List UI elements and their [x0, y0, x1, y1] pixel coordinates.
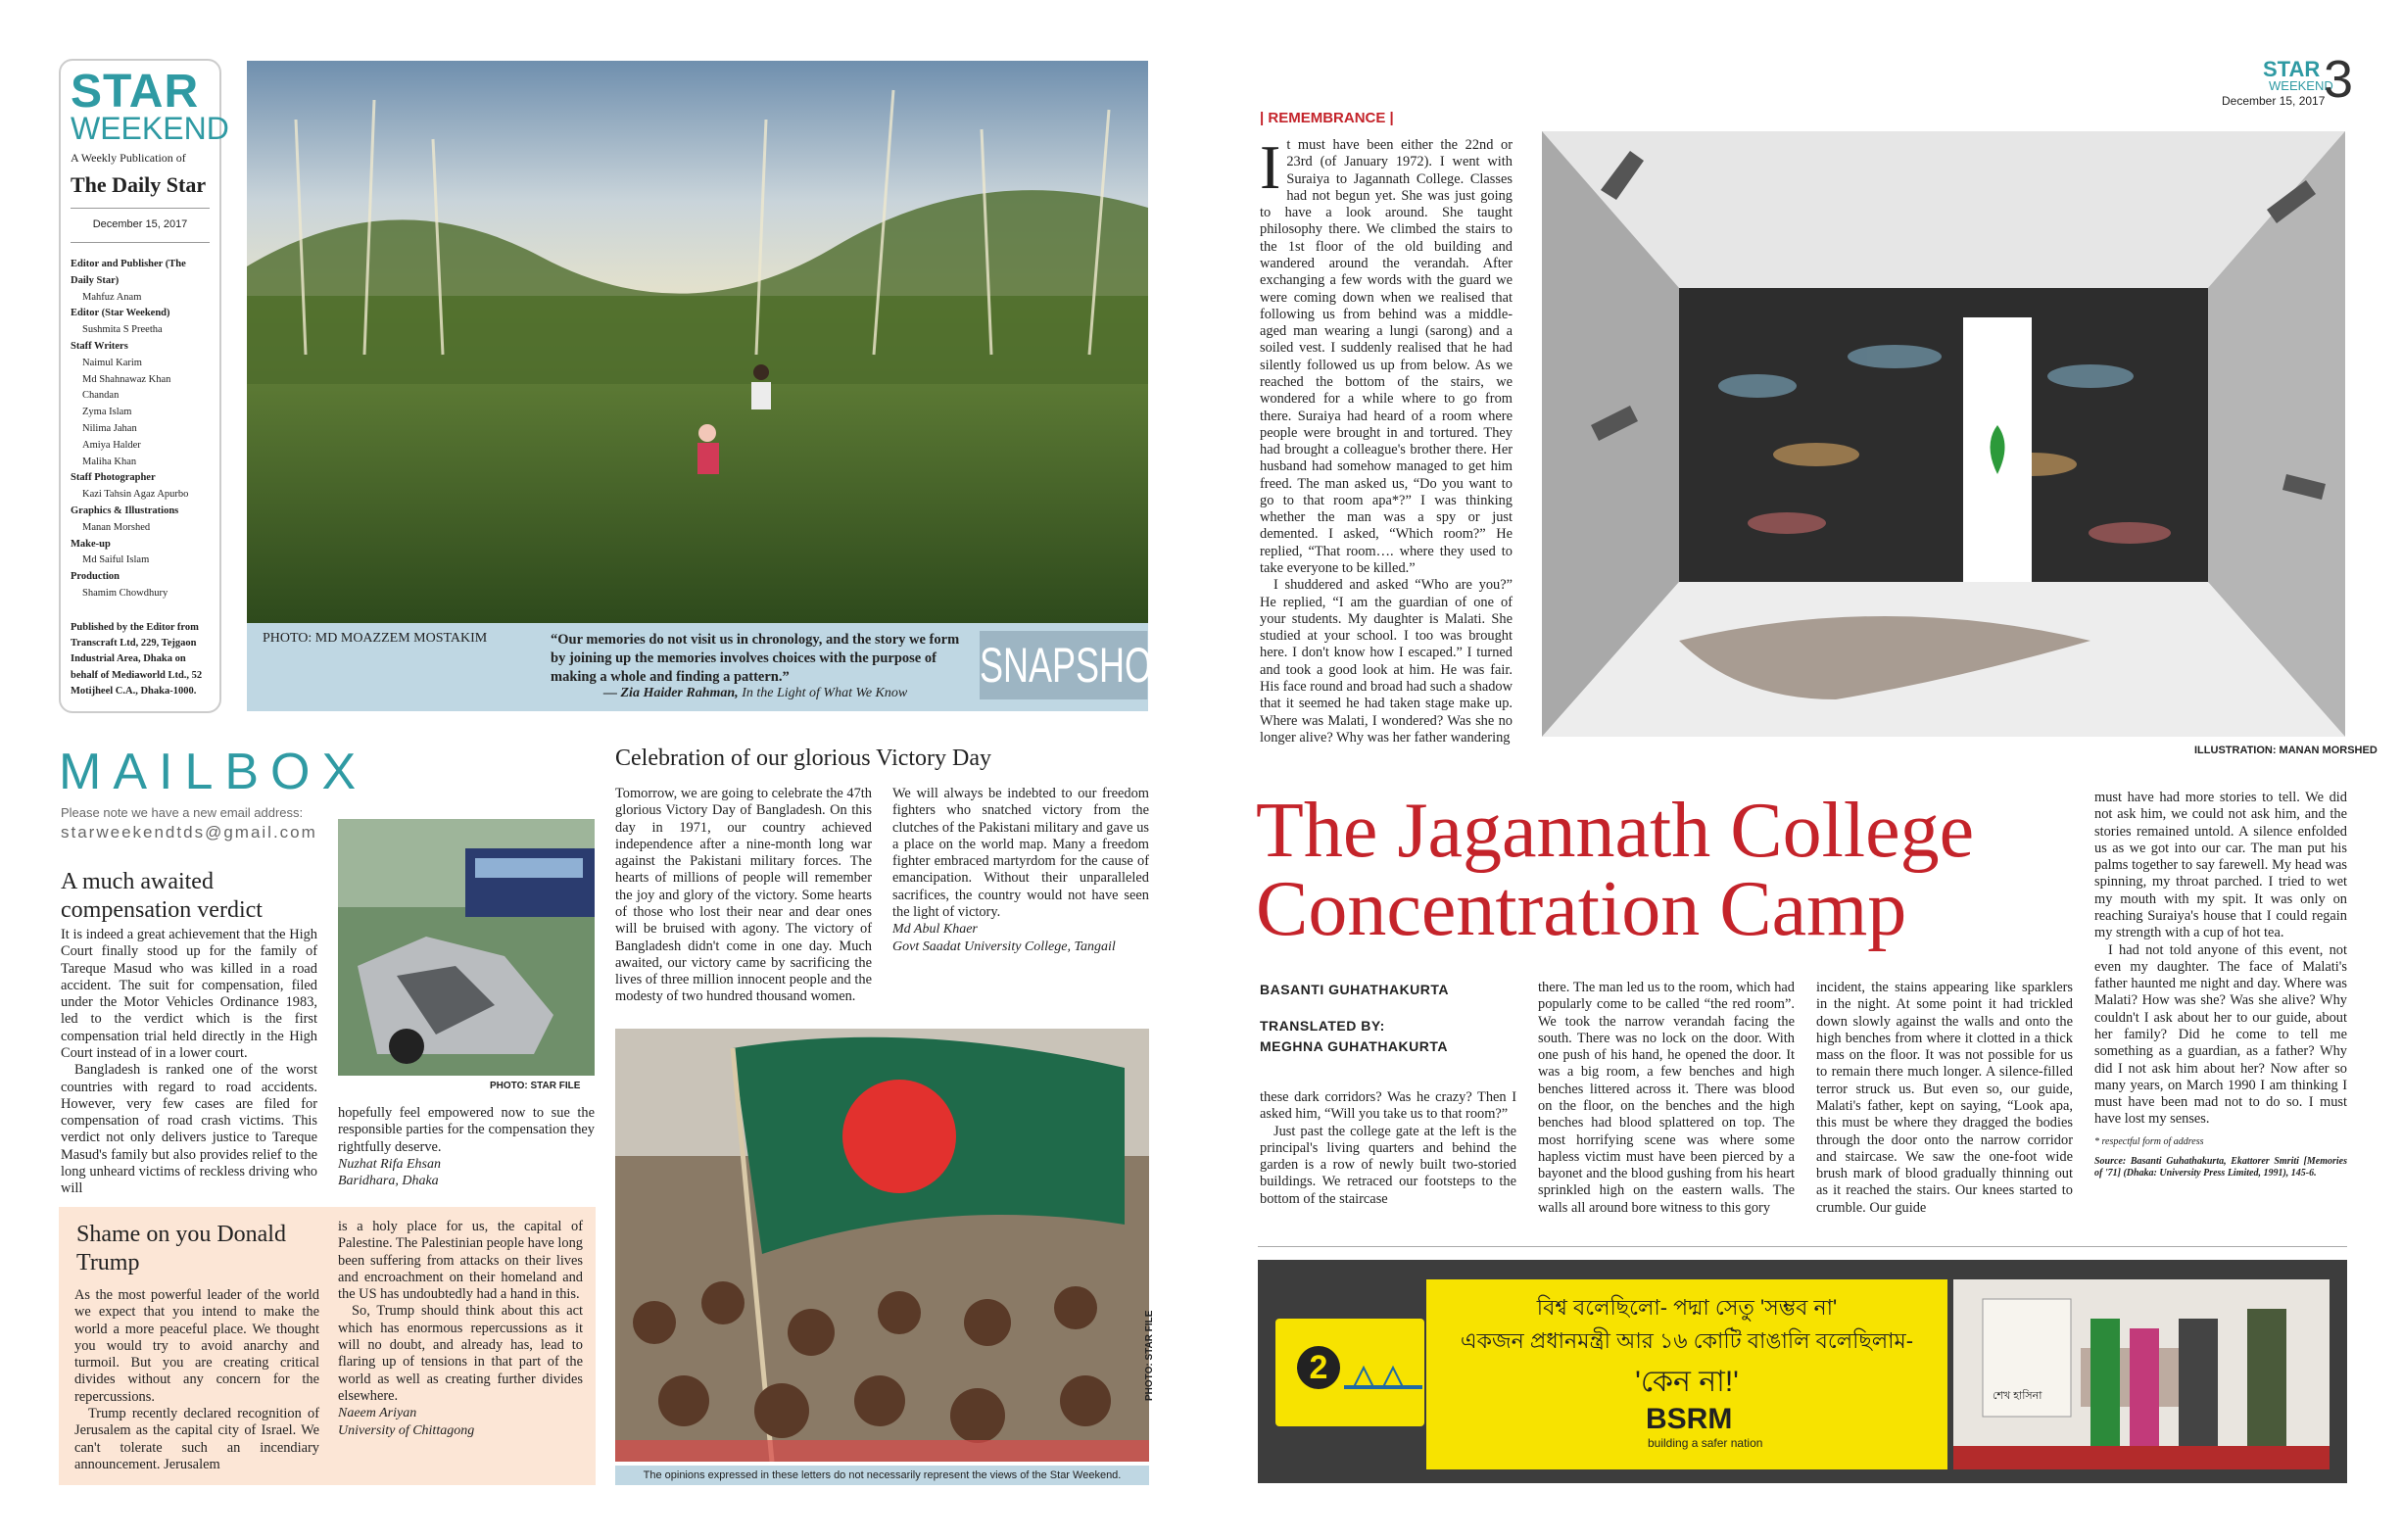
letter3-signature-place: Govt Saadat University College, Tangail — [892, 938, 1116, 954]
article-title: The Jagannath College Concentration Camp — [1256, 788, 1975, 952]
masthead-footer: Published by the Editor from Transcraft Ltd, 229, Tejgaon Industrial Area, Dhaka on behalf of Mediaworld Ltd., 52 Motijheel C.A., Dhaka-1000. — [71, 621, 203, 697]
staff-name: Md Saiful Islam — [82, 554, 150, 566]
bridge-icon — [1344, 1358, 1422, 1397]
staff-name: Kazi Tahsin Agaz Apurbo — [82, 489, 189, 501]
staff-name: Amiya Halder — [82, 439, 141, 451]
author: BASANTI GUHATHAKURTA — [1260, 982, 1450, 997]
letter1-column2 — [338, 1105, 595, 1190]
victory-photo — [615, 1029, 1149, 1462]
staff-name: Md Shahnawaz Khan Chandan — [82, 373, 171, 402]
staff-list — [71, 257, 210, 602]
ad-badge: 2 — [1297, 1346, 1340, 1389]
letter2-signature-name: Naeem Ariyan — [338, 1406, 417, 1421]
right-brand-sub: WEEKEND — [2269, 78, 2333, 93]
letter1-para1: It is indeed a great achievement that the High Court finally stood up for the family of Tareque Masud who was killed in a road accident. The suit for compensation, filed under the Motor Vehicles Ordinance 1983, led to the verdict which is the first compensation trial held directly in the High Court instead of in a lower court. — [61, 927, 317, 1061]
snapshot-attribution — [603, 686, 907, 701]
ad-line3: 'কেন না!' — [1635, 1366, 1739, 1398]
letter3-signature-name: Md Abul Khaer — [892, 922, 978, 938]
ad-plaque-text: শেখ হাসিনা — [1993, 1390, 2042, 1402]
letter1-para2: Bangladesh is ranked one of the worst countries with regard to road accidents. However, very few cases are filed for compensation of road crash victims. This verdict not only delivers justice to Tareque Masud's family but also provides relief to the long unheard victims of reckless driving who will — [61, 1062, 317, 1197]
footnote: * respectful form of address — [2094, 1135, 2204, 1147]
byline — [1260, 980, 1449, 1057]
letter2-para2: Trump recently declared recognition of Jerusalem as the capital city of Israel. We can't tolerate such an incendiary announcement. Jerusalem — [74, 1405, 319, 1472]
staff-name: Naimul Karim — [82, 357, 142, 368]
disclaimer-bar: The opinions expressed in these letters do not necessarily represent the views of the Star Weekend. — [615, 1466, 1149, 1485]
article-c4-para2: I had not told anyone of this event, not even my daughter. The face of Malati's father haunted me night and day. Where was Malati? How was she? Was she alive? Why couldn't I ask about her to our guide, about her family? Did he come to tell me something as a guardian, as a father? Why did I not ask him about her? Now after so many years, on March 1990 I am thinking I must have been mad not to do so. I must have lost my senses. — [2094, 941, 2347, 1128]
divider — [1258, 1246, 2347, 1247]
article-dropcap: I — [1260, 132, 1281, 202]
letter1-heading: A much awaited compensation verdict — [61, 869, 263, 923]
translator: MEGHNA GUHATHAKURTA — [1260, 1038, 1448, 1054]
article-c1-para2: Just past the college gate at the left is the principal's living quarters and behind the garden is a row of newly built two-storied buildings. We retraced our footsteps to the bottom of the staircase — [1260, 1123, 1516, 1207]
snapshot-label: SNAPSHOT — [980, 631, 1147, 699]
letter3-column1: Tomorrow, we are going to celebrate the 47th glorious Victory Day of Bangladesh. On this day in 1971, our country achieved independence after a nine-month long war against the Pakistani military forces. The hearts of millions of people will remember the joy and glory of the victory. Some hearts of those who lost their near and dear ones will be bruised with agony. The victory of Bangladesh didn't come in one day. Much awaited, our victory came by sacrificing the lives of three million innocent people and the modesty of two hundred thousand women. — [615, 786, 872, 1005]
staff-role-label: Make-up — [71, 538, 111, 550]
mailbox-email[interactable]: starweekendtds@gmail.com — [61, 823, 317, 842]
staff-name: Sushmita S Preetha — [82, 324, 163, 336]
concentration-camp-illustration — [1542, 131, 2345, 737]
letter2-para4: So, Trump should think about this act which has enormous repercussions as it will no doubt, and already has, lead to flaring up of tensions in that part of the world as well as creating further divides elsewhere. — [338, 1303, 583, 1404]
staff-role-label: Editor (Star Weekend) — [71, 308, 170, 319]
illustration-credit: ILLUSTRATION: MANAN MORSHED — [2194, 745, 2378, 756]
snapshot-credit: PHOTO: MD MOAZZEM MOSTAKIM — [263, 631, 488, 646]
mailbox-title: MAILBOX — [59, 744, 368, 800]
article-column4 — [2094, 790, 2347, 1180]
article-column1 — [1260, 1089, 1516, 1208]
crash-photo — [338, 819, 595, 1076]
staff-role-label: Editor and Publisher (The Daily Star) — [71, 258, 186, 286]
ad-badge-panel — [1275, 1319, 1424, 1426]
staff-name: Nilima Jahan — [82, 422, 137, 434]
staff-role-label: Production — [71, 571, 120, 583]
letter3-para2: We will always be indebted to our freedom fighters who snatched victory from the clutches of the Pakistani military and gave us a place on the world map. Many a freedom fighter embraced martyrdom for the cause of emancipation. Without their unparalleled sacrifices, the country would not have seen the light of victory. — [892, 786, 1149, 920]
snapshot-photo — [247, 61, 1148, 623]
article-intro-para1: t must have been either the 22nd or 23rd (of January 1972). I went with Suraiya to Jagannath College. Classes had not begun yet. She was just going to have a look around. She taught philosophy there. We climbed the stairs to the 1st floor of the old building and wandered around the verandah. After exchanging a few words with the guard we were coming down when we realised that following us from behind was a middle-aged man wearing a lungi (sarong) and a soiled vest. I suddenly realised that he had silently followed us up from below. As we reached the bottom of the stairs, we wondered for a while where to go from there. Suraiya had heard of a room where people were brought in and tortured. They had brought a colleague's brother there. Her husband had somehow managed to get him freed. The man asked us, “Do you want to go to that room apa*?” I was thinking whether the man was a spy or just demented. I asked, “Which room?” He replied, “That room…. where they used to take everyone to be killed.” — [1260, 137, 1513, 577]
staff-name: Manan Morshed — [82, 521, 151, 533]
letter2-para3: is a holy place for us, the capital of Palestine. The Palestinian people have long been suffering from attacks on their lives and encroachment on their homeland and the US has undoubtedly had a hand in this. — [338, 1219, 583, 1303]
bsrm-logo: BSRM — [1646, 1403, 1733, 1435]
staff-name: Shamim Chowdhury — [82, 587, 168, 599]
letter2-para1: As the most powerful leader of the world we expect that you intend to make the world a more peaceful place. We thought you would try to avoid anarchy and turmoil. But you are creating critical divides without any concern for the repercussions. — [74, 1287, 319, 1405]
masthead-brand-sub: WEEKEND — [71, 111, 229, 146]
ad-line2: একজন প্রধানমন্ত্রী আর ১৬ কোটি বাঙালি বলেছিলাম- — [1460, 1328, 1914, 1353]
masthead-tagline: A Weekly Publication of — [71, 151, 186, 165]
staff-name: Mahfuz Anam — [82, 291, 142, 303]
staff-name: Maliha Khan — [82, 456, 137, 467]
section-label: | REMEMBRANCE | — [1260, 110, 1394, 126]
source-note: Source: Basanti Guhathakurta, Ekattorer Smriti [Memories of '71] (Dhaka: University Press Limited, 1991), 145-6. — [2094, 1155, 2347, 1179]
article-c4-para1: must have had more stories to tell. We did not ask him, we could not ask him, and the stories remained untold. A silence enfolded us as we got into our car. The man put his palms together to say farewell. My head was spinning, my throat parched. I tried to wet my mouth with my spit. It was only on reaching Suraiya's house that I could regain my strength with a cup of hot tea. — [2094, 790, 2347, 941]
letter2-signature-place: University of Chittagong — [338, 1422, 475, 1438]
bsrm-tagline: building a safer nation — [1648, 1436, 1763, 1450]
right-brand: STAR — [2263, 57, 2321, 81]
letter1-signature-place: Baridhara, Dhaka — [338, 1174, 439, 1189]
victory-photo-credit: PHOTO: STAR FILE — [1144, 1310, 1155, 1401]
mailbox-note: Please note we have a new email address: — [61, 805, 304, 820]
daily-star-logo: The Daily Star — [71, 168, 210, 209]
article-intro — [1260, 132, 1513, 746]
letter2-heading: Shame on you Donald Trump — [76, 1222, 286, 1275]
ad-photo — [1953, 1279, 2330, 1469]
letter2-column1 — [74, 1287, 319, 1473]
staff-role-label: Staff Photographer — [71, 472, 156, 484]
letter2-column2 — [338, 1219, 583, 1439]
article-column2: there. The man led us to the room, which had popularly come to be called “the red room”. We took the narrow verandah facing the south. There was no lock on the door. With one push of his hand, he opened the door. It was a big room, a few benches and high benches littered across it. There was blood on the floor, on the benches and the high benches had blood splattered on top. The most horrifying scene was where some hapless victim must have been pierced by a bayonet and the blood gushing from his heart sprinkled high on the eastern walls. The walls all around bore witness to this gory — [1538, 980, 1795, 1216]
translated-label: TRANSLATED BY: — [1260, 1018, 1385, 1034]
staff-role-label: Staff Writers — [71, 340, 128, 352]
snapshot-quote: “Our memories do not visit us in chronology, and the story we form by joining up the memories involves choices with the purpose of making a whole and finding a pattern.” — [551, 632, 960, 685]
article-c1-para1: these dark corridors? Was he crazy? Then I asked him, “Will you take us to that room?” — [1260, 1089, 1516, 1123]
letter3-heading: Celebration of our glorious Victory Day — [615, 746, 992, 771]
right-date: December 15, 2017 — [2222, 94, 2326, 108]
letter3-column2 — [892, 786, 1149, 955]
masthead-brand: STAR — [71, 66, 200, 118]
article-intro-para2: I shuddered and asked “Who are you?” He replied, “I am the guardian of one of your students. My daughter is Malati. She studied at your school. I too was brought here. I don't know how I escaped.” I turned and took a good look at him. He was fair. His face round and broad had such a shadow that it seemed he had taken stage make up. Where was Malati, I wondered? Was she no longer alive? Why was her father wandering — [1260, 577, 1513, 746]
snapshot-attribution-work: In the Light of What We Know — [742, 686, 908, 700]
ad-line1: বিশ্ব বলেছিলো- পদ্মা সেতু 'সম্ভব না' — [1536, 1295, 1838, 1320]
letter1-para3: hopefully feel empowered now to sue the responsible parties for the compensation they rightfully deserve. — [338, 1105, 595, 1155]
snapshot-attribution-name: — Zia Haider Rahman, — [603, 686, 739, 700]
letter1-signature-name: Nuzhat Rifa Ehsan — [338, 1156, 442, 1172]
staff-role-label: Graphics & Illustrations — [71, 505, 179, 516]
crash-photo-credit: PHOTO: STAR FILE — [490, 1081, 581, 1091]
staff-name: Zyma Islam — [82, 407, 132, 418]
letter1-column1 — [61, 927, 317, 1198]
page-number: 3 — [2324, 50, 2354, 109]
masthead-box — [59, 59, 229, 713]
masthead-date: December 15, 2017 — [71, 209, 210, 243]
article-column3: incident, the stains appearing like sparklers in the night. At some point it had trickled down slowly against the walls and onto the high benches from where it clotted in a thick mass on the floor. It was not possible for us to remain there much longer. A silence-filled terror struck us. But even so, our guide, Malati's father, kept on saying, “Look apa, this must be where they dragged the bodies through the door onto the narrow corridor and staircase. We saw the one-foot wide brush mark of blood gradually thinning out as it reached the stairs. Our knees started to crumble. Our guide — [1816, 980, 2073, 1216]
